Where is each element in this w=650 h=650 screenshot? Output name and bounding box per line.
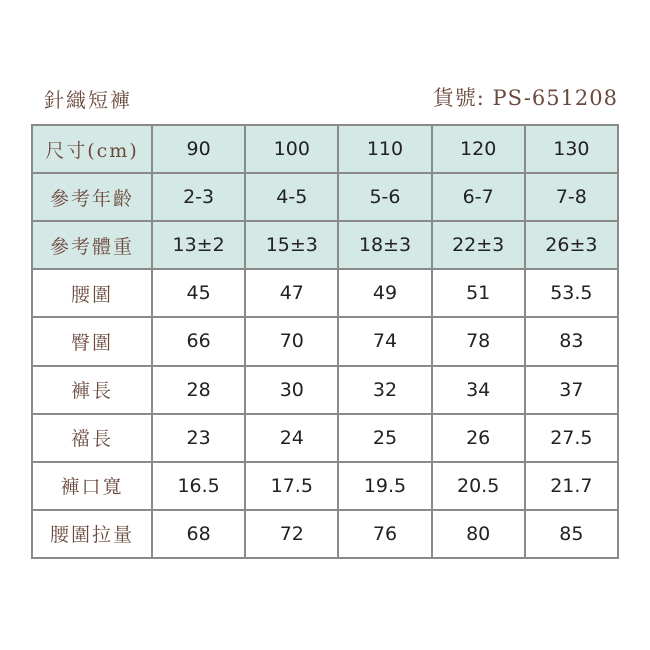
table-cell: 26±3: [526, 222, 619, 270]
table-cell: 28: [153, 367, 246, 415]
table-row-rise: [33, 415, 619, 463]
table-row-waist-stretch: [33, 511, 619, 559]
table-cell: 80: [433, 511, 526, 559]
table-cell: 26: [433, 415, 526, 463]
row-label: 腰圍: [33, 270, 153, 318]
product-sku: 貨號: PS-651208: [432, 86, 618, 110]
size-chart-table: [31, 124, 619, 559]
table-cell: 53.5: [526, 270, 619, 318]
table-row-leg-opening: [33, 463, 619, 511]
table-cell: 21.7: [526, 463, 619, 511]
table-cell: 19.5: [339, 463, 432, 511]
table-row-size: [33, 126, 619, 174]
table-cell: 66: [153, 318, 246, 366]
table-row-waist: [33, 270, 619, 318]
table-cell: 110: [339, 126, 432, 174]
table-row-age: [33, 174, 619, 222]
table-cell: 23: [153, 415, 246, 463]
table-cell: 32: [339, 367, 432, 415]
table-cell: 76: [339, 511, 432, 559]
table-cell: 68: [153, 511, 246, 559]
product-title: 針織短褲: [44, 88, 132, 112]
table-cell: 18±3: [339, 222, 432, 270]
table-cell: 100: [246, 126, 339, 174]
table-cell: 4-5: [246, 174, 339, 222]
table-cell: 83: [526, 318, 619, 366]
table-cell: 90: [153, 126, 246, 174]
table-cell: 120: [433, 126, 526, 174]
table-cell: 20.5: [433, 463, 526, 511]
table-cell: 34: [433, 367, 526, 415]
table-cell: 15±3: [246, 222, 339, 270]
table-cell: 70: [246, 318, 339, 366]
table-cell: 47: [246, 270, 339, 318]
table-cell: 25: [339, 415, 432, 463]
row-label: 臀圍: [33, 318, 153, 366]
table-cell: 7-8: [526, 174, 619, 222]
table-cell: 30: [246, 367, 339, 415]
table-cell: 2-3: [153, 174, 246, 222]
row-label: 參考年齡: [33, 174, 153, 222]
table-cell: 24: [246, 415, 339, 463]
table-cell: 72: [246, 511, 339, 559]
table-row-pants-length: [33, 367, 619, 415]
table-cell: 6-7: [433, 174, 526, 222]
table-cell: 74: [339, 318, 432, 366]
row-label: 襠長: [33, 415, 153, 463]
table-cell: 16.5: [153, 463, 246, 511]
table-cell: 27.5: [526, 415, 619, 463]
row-label: 褲長: [33, 367, 153, 415]
table-row-hip: [33, 318, 619, 366]
table-cell: 13±2: [153, 222, 246, 270]
table-cell: 51: [433, 270, 526, 318]
table-cell: 130: [526, 126, 619, 174]
row-label: 腰圍拉量: [33, 511, 153, 559]
table-cell: 45: [153, 270, 246, 318]
table-cell: 5-6: [339, 174, 432, 222]
table-row-weight: [33, 222, 619, 270]
table-cell: 85: [526, 511, 619, 559]
table-cell: 22±3: [433, 222, 526, 270]
table-cell: 37: [526, 367, 619, 415]
row-label: 參考體重: [33, 222, 153, 270]
table-cell: 17.5: [246, 463, 339, 511]
row-label: 尺寸(cm): [33, 126, 153, 174]
table-cell: 49: [339, 270, 432, 318]
table-cell: 78: [433, 318, 526, 366]
row-label: 褲口寬: [33, 463, 153, 511]
